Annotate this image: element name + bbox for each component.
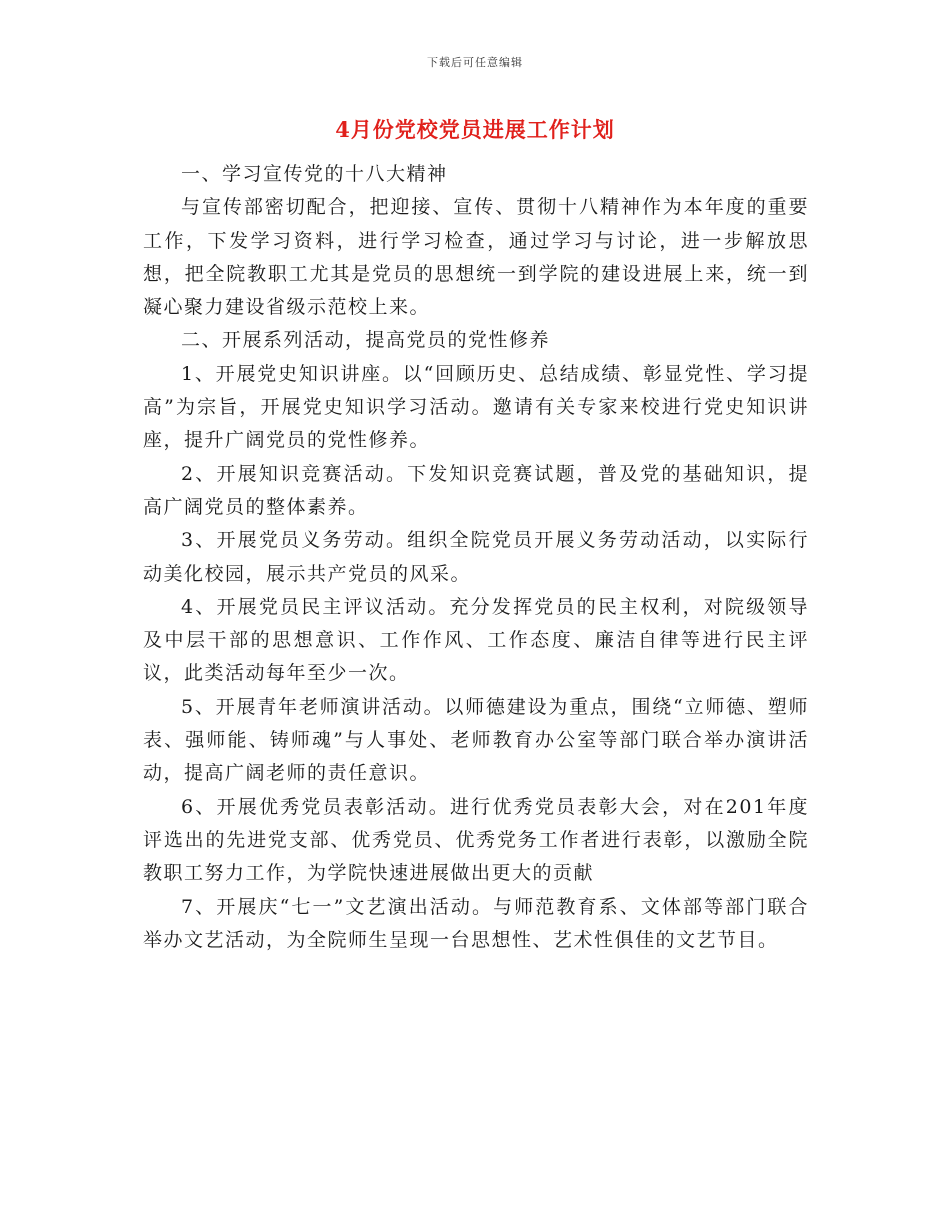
section-heading-2: 二、开展系列活动，提高党员的党性修养 [181, 329, 551, 352]
section-heading-1: 一、学习宣传党的十八大精神 [181, 163, 448, 185]
list-item-6: 6、开展优秀党员表彰活动。进行优秀党员表彰大会，对在201年度评选出的先进党支部、优秀党员、优秀党务工作者进行表彰，以激励全院教职工努力工作，为学院快速进展做出更大的贡献 [143, 795, 809, 885]
list-item-3: 3、开展党员义务劳动。组织全院党员开展义务劳动活动，以实际行动美化校园，展示共产党员的风采。 [143, 529, 809, 585]
header-note: 下载后可任意编辑 [427, 56, 523, 69]
document-title: 4月份党校党员进展工作计划 [335, 117, 615, 142]
list-item-5: 5、开展青年老师演讲活动。以师德建设为重点，围绕“立师德、塑师表、强师能、铸师魂”与人事处、老师教育办公室等部门联合举办演讲活动，提高广阔老师的责任意识。 [143, 695, 809, 785]
document-body [143, 158, 809, 957]
list-item-7: 7、开展庆“七一”文艺演出活动。与师范教育系、文体部等部门联合举办文艺活动，为全院师生呈现一台思想性、艺术性俱佳的文艺节目。 [143, 895, 809, 951]
list-item-4: 4、开展党员民主评议活动。充分发挥党员的民主权利，对院级领导及中层干部的思想意识、工作作风、工作态度、廉洁自律等进行民主评议，此类活动每年至少一次。 [143, 595, 809, 685]
list-item-2: 2、开展知识竞赛活动。下发知识竞赛试题，普及党的基础知识，提高广阔党员的整体素养。 [143, 462, 809, 518]
list-item-1: 1、开展党史知识讲座。以“回顾历史、总结成绩、彰显党性、学习提高”为宗旨，开展党史知识学习活动。邀请有关专家来校进行党史知识讲座，提升广阔党员的党性修养。 [143, 362, 809, 452]
paragraph: 与宣传部密切配合，把迎接、宣传、贯彻十八精神作为本年度的重要工作，下发学习资料，进行学习检查，通过学习与讨论，进一步解放思想，把全院教职工尤其是党员的思想统一到学院的建设进展上来，统一到凝心聚力建设省级示范校上来。 [143, 196, 809, 319]
